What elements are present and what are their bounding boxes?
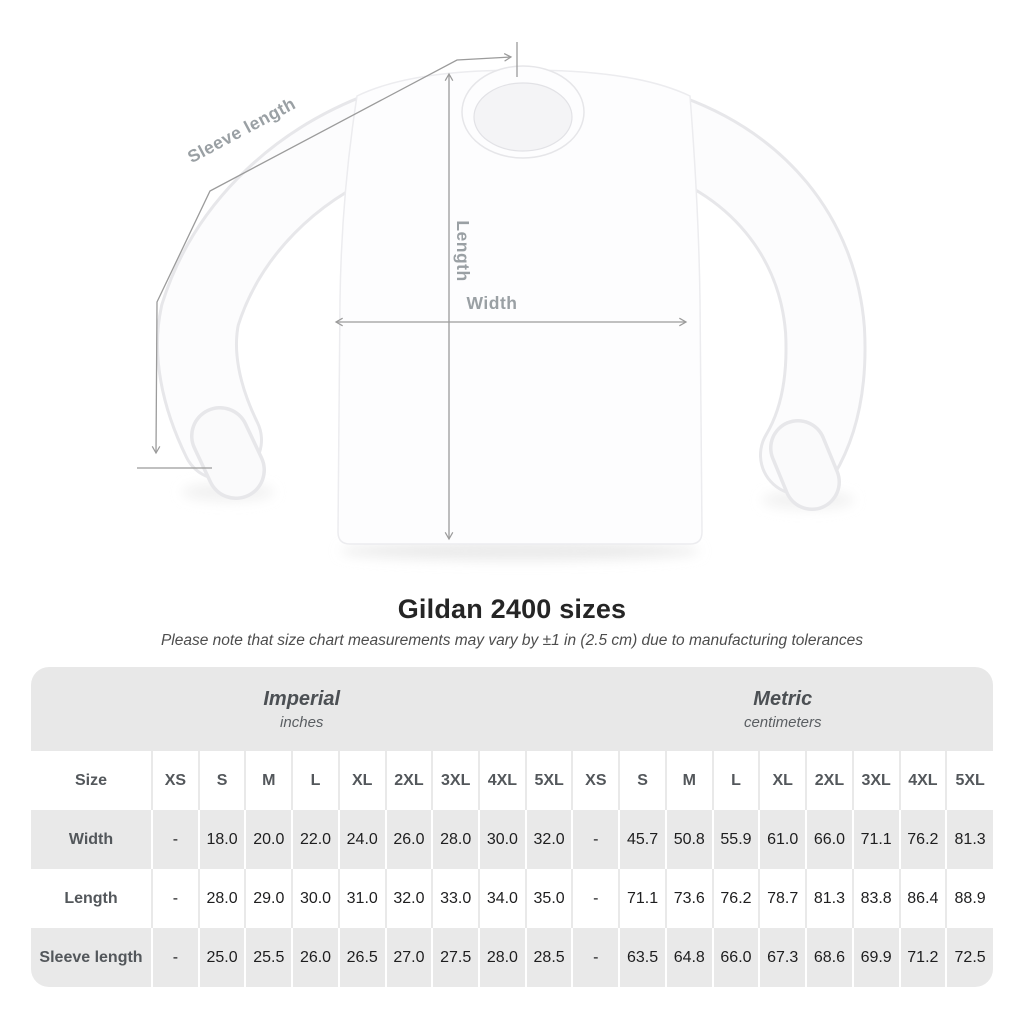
table-row-sleeve-length <box>31 928 993 987</box>
value-cell: 67.3 <box>759 928 806 987</box>
value-cell: 20.0 <box>245 810 292 869</box>
value-cell: 28.0 <box>432 810 479 869</box>
size-col-header: S <box>199 751 246 810</box>
value-cell: - <box>572 928 619 987</box>
size-col-header: 3XL <box>432 751 479 810</box>
value-cell: 18.0 <box>199 810 246 869</box>
tolerance-note: Please note that size chart measurements may vary by ±1 in (2.5 cm) due to manufacturing tolerances <box>160 632 864 649</box>
value-cell: 28.5 <box>526 928 573 987</box>
value-cell: 35.0 <box>526 869 573 928</box>
width-label: Width <box>466 293 518 313</box>
value-cell: 32.0 <box>526 810 573 869</box>
value-cell: 30.0 <box>292 869 339 928</box>
value-cell: 32.0 <box>386 869 433 928</box>
metric-group-unit: centimeters <box>743 713 822 731</box>
value-cell: 26.0 <box>386 810 433 869</box>
value-cell: 55.9 <box>713 810 760 869</box>
value-cell: 86.4 <box>900 869 947 928</box>
size-col-header: L <box>713 751 760 810</box>
size-col-header: 5XL <box>526 751 573 810</box>
sleeve-length-label: Sleeve length <box>184 93 299 167</box>
value-cell: 66.0 <box>806 810 853 869</box>
collar-inner <box>474 83 572 151</box>
value-cell: 69.9 <box>853 928 900 987</box>
heading <box>0 594 1024 650</box>
value-cell: 26.0 <box>292 928 339 987</box>
length-label: Length <box>453 220 473 282</box>
table-row-width <box>31 810 993 869</box>
row-label: Width <box>31 810 152 869</box>
value-cell: - <box>152 869 199 928</box>
value-cell: 28.0 <box>199 869 246 928</box>
value-cell: 71.1 <box>853 810 900 869</box>
value-cell: 24.0 <box>339 810 386 869</box>
size-header-row <box>31 751 993 810</box>
imperial-group-unit: inches <box>280 713 324 731</box>
value-cell: 78.7 <box>759 869 806 928</box>
page-title: Gildan 2400 sizes <box>397 594 627 624</box>
value-cell: 33.0 <box>432 869 479 928</box>
table-row-length <box>31 869 993 928</box>
value-cell: 30.0 <box>479 810 526 869</box>
size-table <box>31 667 993 987</box>
value-cell: - <box>572 869 619 928</box>
value-cell: 25.0 <box>199 928 246 987</box>
right-cuff <box>798 448 812 482</box>
value-cell: 68.6 <box>806 928 853 987</box>
value-cell: 73.6 <box>666 869 713 928</box>
row-label: Length <box>31 869 152 928</box>
metric-group-header <box>572 667 993 751</box>
value-cell: 45.7 <box>619 810 666 869</box>
size-col-header: 5XL <box>946 751 993 810</box>
value-cell: 76.2 <box>713 869 760 928</box>
value-cell: 81.3 <box>946 810 993 869</box>
value-cell: 76.2 <box>900 810 947 869</box>
value-cell: 31.0 <box>339 869 386 928</box>
size-col-header: 3XL <box>853 751 900 810</box>
size-header-label: Size <box>31 751 152 810</box>
size-col-header: 2XL <box>806 751 853 810</box>
value-cell: 27.5 <box>432 928 479 987</box>
value-cell: 63.5 <box>619 928 666 987</box>
size-col-header: M <box>666 751 713 810</box>
value-cell: 22.0 <box>292 810 339 869</box>
size-col-header: XS <box>572 751 619 810</box>
value-cell: 28.0 <box>479 928 526 987</box>
value-cell: 50.8 <box>666 810 713 869</box>
value-cell: 34.0 <box>479 869 526 928</box>
size-col-header: XS <box>152 751 199 810</box>
size-col-header: XL <box>759 751 806 810</box>
value-cell: 27.0 <box>386 928 433 987</box>
size-col-header: 4XL <box>900 751 947 810</box>
value-cell: 83.8 <box>853 869 900 928</box>
value-cell: 25.5 <box>245 928 292 987</box>
imperial-group-name: Imperial <box>263 687 341 710</box>
value-cell: 71.1 <box>619 869 666 928</box>
size-col-header: 4XL <box>479 751 526 810</box>
size-col-header: XL <box>339 751 386 810</box>
size-col-header: L <box>292 751 339 810</box>
value-cell: 88.9 <box>946 869 993 928</box>
metric-group-name: Metric <box>753 687 813 710</box>
value-cell: 64.8 <box>666 928 713 987</box>
value-cell: - <box>152 810 199 869</box>
size-col-header: M <box>245 751 292 810</box>
value-cell: 66.0 <box>713 928 760 987</box>
value-cell: 29.0 <box>245 869 292 928</box>
value-cell: 61.0 <box>759 810 806 869</box>
value-cell: 81.3 <box>806 869 853 928</box>
size-col-header: S <box>619 751 666 810</box>
value-cell: 71.2 <box>900 928 947 987</box>
left-cuff <box>220 436 236 470</box>
size-table-container <box>31 667 993 987</box>
imperial-group-header <box>31 667 572 751</box>
size-col-header: 2XL <box>386 751 433 810</box>
value-cell: 72.5 <box>946 928 993 987</box>
unit-group-row <box>31 667 993 751</box>
value-cell: 26.5 <box>339 928 386 987</box>
value-cell: - <box>152 928 199 987</box>
value-cell: - <box>572 810 619 869</box>
row-label: Sleeve length <box>31 928 152 987</box>
